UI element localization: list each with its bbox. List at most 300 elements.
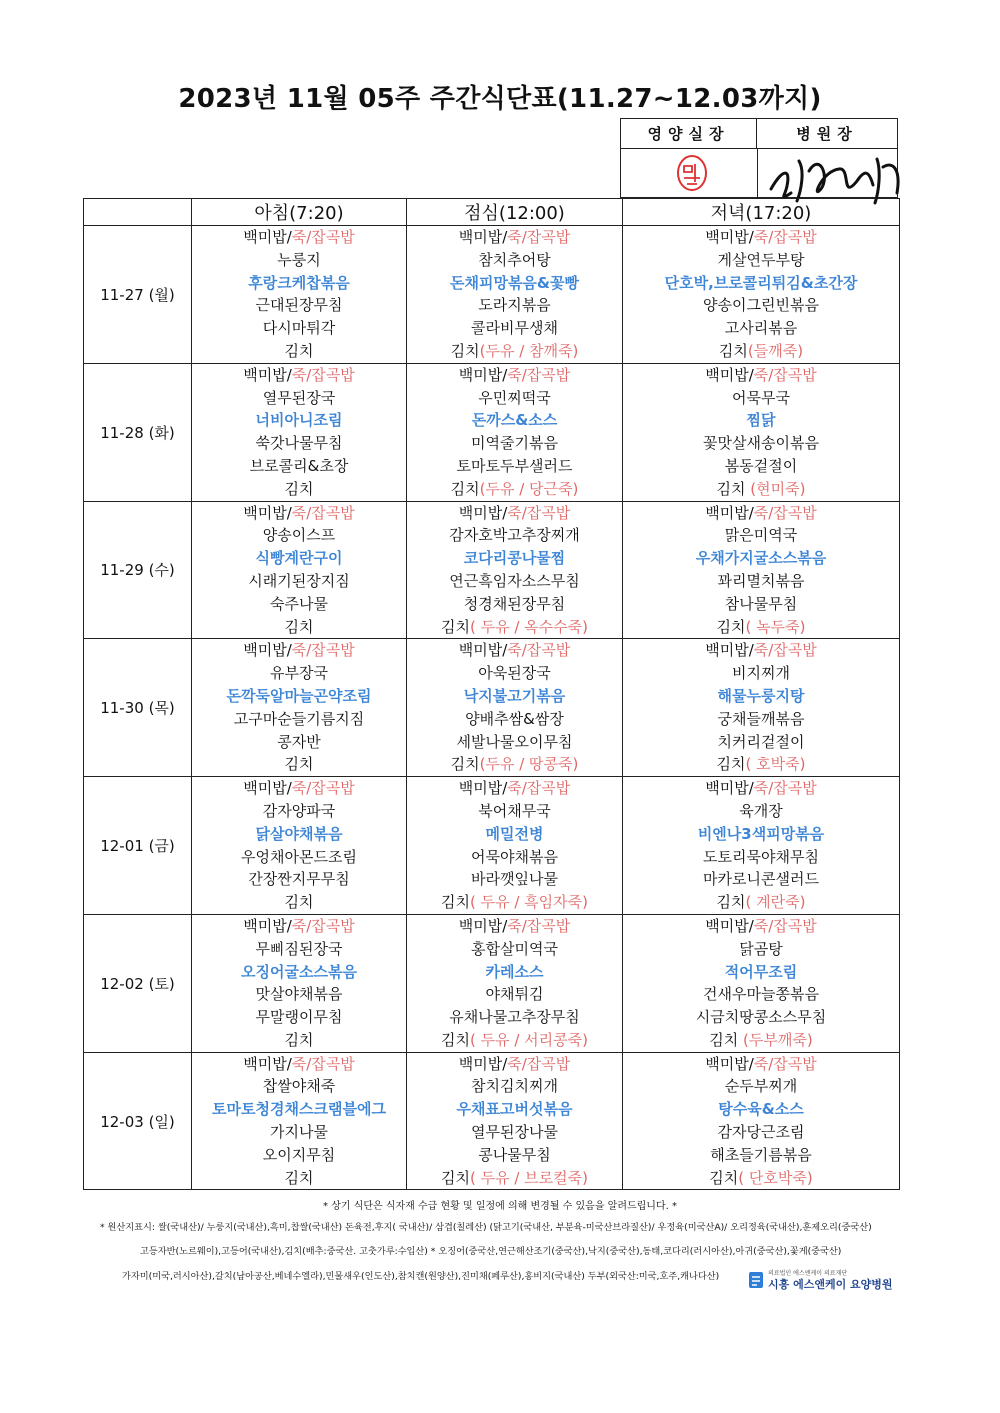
menu-item-text: 순두부찌개 <box>724 1077 798 1096</box>
menu-item-text: 근대된장무침 <box>255 296 343 315</box>
menu-item-porridge: (두유 / 당근죽) <box>479 479 579 498</box>
day-row <box>84 363 900 501</box>
menu-item-text: 김치 <box>709 1168 739 1187</box>
menu-item-porridge: 죽/잡곡밥 <box>753 365 817 384</box>
director-label: 병원장 <box>757 119 897 149</box>
menu-item <box>623 1098 899 1121</box>
menu-item-porridge: (두부깨죽) <box>743 1030 813 1049</box>
menu-item-text: 열무된장나물 <box>471 1123 558 1142</box>
menu-item-porridge: 죽/잡곡밥 <box>291 916 355 935</box>
menu-item <box>192 249 406 272</box>
menu-item-text: 누룽지 <box>277 250 321 269</box>
menu-item-text: 백미밥/ <box>705 228 754 246</box>
menu-item-text: 감자호박고추장찌개 <box>449 526 580 545</box>
menu-item-text: 봄동겉절이 <box>724 456 798 475</box>
menu-item-text: 고사리볶음 <box>724 319 798 338</box>
menu-item-text: 찜닭 <box>746 411 776 430</box>
menu-item <box>407 432 622 455</box>
menu-item-text: 도라지볶음 <box>478 296 551 315</box>
menu-item <box>623 294 899 317</box>
dinner-cell <box>623 639 900 777</box>
menu-item <box>407 915 622 938</box>
menu-item-text: 고구마순들기름지짐 <box>233 709 365 728</box>
menu-item <box>192 570 406 593</box>
menu-item-text: 시래기된장지짐 <box>248 571 350 590</box>
menu-item-porridge: 죽/잡곡밥 <box>291 779 355 798</box>
menu-item-text: 돈채피망볶음&꽃빵 <box>449 273 579 292</box>
menu-item <box>407 455 622 478</box>
logo-foundation: 의료법인 에스앤케이 의료재단 <box>768 1270 848 1277</box>
menu-item <box>407 662 622 685</box>
menu-item <box>623 846 899 869</box>
menu-item <box>192 938 406 961</box>
menu-item-text: 백미밥/ <box>705 365 754 384</box>
day-row <box>84 914 900 1052</box>
menu-item-text: 단호박,브로콜리튀김&초간장 <box>664 273 858 292</box>
menu-item <box>407 1121 622 1144</box>
menu-item-text: 찹쌀야채죽 <box>262 1077 336 1096</box>
lunch-cell <box>407 777 623 915</box>
menu-item-text: 우채표고버섯볶음 <box>456 1100 573 1119</box>
menu-item <box>407 317 622 340</box>
menu-item-porridge: 죽/잡곡밥 <box>753 641 817 660</box>
menu-item <box>192 915 406 938</box>
menu-item-porridge: ( 단호박죽) <box>738 1168 813 1187</box>
menu-item <box>623 364 899 387</box>
menu-item-text: 백미밥/ <box>458 365 508 384</box>
menu-item <box>192 272 406 295</box>
menu-item <box>192 524 406 547</box>
menu-item-porridge: (두유 / 참깨죽) <box>479 341 579 360</box>
menu-item <box>407 387 622 410</box>
header-breakfast: 아침(7:20) <box>192 199 407 226</box>
menu-item <box>192 891 406 914</box>
menu-item-text: 아욱된장국 <box>478 664 551 683</box>
menu-item <box>192 639 406 662</box>
menu-item-text: 해초들기름볶음 <box>710 1145 812 1164</box>
menu-item-text: 쑥갓나물무침 <box>255 434 343 453</box>
menu-item-text: 시금치땅콩소스무침 <box>695 1008 827 1027</box>
menu-item-porridge: 죽/잡곡밥 <box>291 1054 355 1073</box>
menu-item <box>192 364 406 387</box>
menu-item <box>623 639 899 662</box>
menu-item-porridge: ( 호박죽) <box>745 755 806 774</box>
menu-item <box>192 708 406 731</box>
menu-item-text: 김치 <box>441 1030 470 1049</box>
menu-item <box>192 1144 406 1167</box>
menu-item-text: 김치 <box>441 617 470 636</box>
menu-item-porridge: 죽/잡곡밥 <box>753 228 817 246</box>
menu-item-text: 낙지불고기볶음 <box>463 686 566 705</box>
menu-item <box>623 1144 899 1167</box>
menu-item-porridge: (두유 / 땅콩죽) <box>479 755 579 774</box>
menu-item <box>623 524 899 547</box>
menu-item <box>407 547 622 570</box>
menu-item-text: 홍합살미역국 <box>471 939 558 958</box>
breakfast-cell <box>192 226 407 364</box>
menu-item <box>192 1167 406 1190</box>
menu-item-porridge: 죽/잡곡밥 <box>507 916 571 935</box>
menu-item-text: 간장짠지무무침 <box>248 870 350 889</box>
menu-item <box>623 961 899 984</box>
menu-item-text: 북어채무국 <box>478 801 551 820</box>
menu-item-text: 연근흑임자소스무침 <box>449 571 580 590</box>
menu-item <box>192 478 406 501</box>
menu-item-text: 김치 <box>450 479 480 498</box>
menu-item <box>192 455 406 478</box>
menu-item <box>192 409 406 432</box>
day-date: 11-30 (목) <box>84 639 192 777</box>
menu-item-text: 김치 <box>284 1030 314 1049</box>
menu-item <box>192 432 406 455</box>
menu-item <box>623 593 899 616</box>
menu-item-porridge: ( 두유 / 서리콩죽) <box>469 1030 588 1049</box>
menu-item-text: 토마토청경채스크램블에그 <box>212 1100 386 1119</box>
menu-item-porridge: ( 녹두죽) <box>745 617 806 636</box>
page-title: 2023년 11월 05주 주간식단표(11.27~12.03까지) <box>178 84 822 114</box>
day-date: 12-02 (토) <box>84 914 192 1052</box>
menu-item-text: 후랑크케찹볶음 <box>248 273 350 292</box>
menu-item <box>623 478 899 501</box>
menu-item-text: 무삐짐된장국 <box>255 939 343 958</box>
menu-item <box>407 868 622 891</box>
menu-item-text: 코다리콩나물찜 <box>463 549 566 568</box>
day-row <box>84 639 900 777</box>
menu-item-text: 감자양파국 <box>262 801 336 820</box>
header-row <box>84 199 900 226</box>
menu-item-text: 김치 <box>716 755 746 774</box>
menu-item-text: 카레소스 <box>485 962 544 981</box>
seal-stamp-icon <box>675 154 709 192</box>
menu-item <box>407 961 622 984</box>
menu-item <box>623 616 899 639</box>
origin-line-3: 가자미(미국,러시아산),갈치(남아공산,베네수엘라),민물새우(인도산),참치캔(원양산),진미채(페루산),홍비지(국내산) 두부(외국산:미국,호주,캐나다산) <box>122 1271 720 1282</box>
menu-item <box>192 868 406 891</box>
menu-item-text: 꽈리멸치볶음 <box>717 571 805 590</box>
menu-item <box>623 409 899 432</box>
menu-item-text: 마카로니콘샐러드 <box>703 870 819 889</box>
breakfast-cell <box>192 777 407 915</box>
menu-item <box>407 294 622 317</box>
menu-item-text: 궁채들깨볶음 <box>717 709 805 728</box>
menu-item <box>407 1006 622 1029</box>
menu-item <box>623 249 899 272</box>
menu-item <box>623 800 899 823</box>
menu-item <box>192 1075 406 1098</box>
menu-item <box>623 1167 899 1190</box>
menu-item <box>192 547 406 570</box>
menu-item-text: 백미밥/ <box>243 365 292 384</box>
menu-item-text: 백미밥/ <box>243 503 292 522</box>
menu-item-text: 참치김치찌개 <box>471 1077 558 1096</box>
menu-item-porridge: 죽/잡곡밥 <box>753 916 817 935</box>
menu-item <box>623 983 899 1006</box>
menu-item <box>192 593 406 616</box>
menu-item-porridge: ( 계란죽) <box>745 893 806 912</box>
menu-item-text: 비지찌개 <box>732 664 790 683</box>
menu-item-text: 닭곰탕 <box>739 939 783 958</box>
menu-item <box>623 502 899 525</box>
menu-item <box>623 1121 899 1144</box>
menu-item <box>623 731 899 754</box>
menu-item-text: 미역줄기볶음 <box>471 434 558 453</box>
menu-item-text: 바라깻잎나물 <box>471 870 558 889</box>
menu-item <box>407 364 622 387</box>
menu-item-text: 열무된장국 <box>262 388 336 407</box>
menu-item-text: 김치 <box>284 1168 314 1187</box>
menu-item-text: 무말랭이무침 <box>255 1008 343 1027</box>
menu-item <box>407 846 622 869</box>
menu-item <box>407 731 622 754</box>
menu-item-text: 콜라비무생채 <box>471 319 558 338</box>
menu-item-text: 유부장국 <box>270 664 328 683</box>
menu-item-porridge: 죽/잡곡밥 <box>507 641 571 660</box>
menu-item <box>623 317 899 340</box>
menu-item <box>407 524 622 547</box>
header-lunch: 점심(12:00) <box>407 199 623 226</box>
menu-item-text: 김치 <box>441 893 470 912</box>
menu-item-text: 백미밥/ <box>705 641 754 660</box>
dinner-cell <box>623 914 900 1052</box>
menu-item <box>407 938 622 961</box>
dinner-cell <box>623 1052 900 1190</box>
menu-item <box>192 387 406 410</box>
menu-item-text: 닭살야채볶음 <box>255 824 343 843</box>
menu-item-text: 참치추어탕 <box>478 250 551 269</box>
menu-item <box>623 708 899 731</box>
menu-item <box>407 1029 622 1052</box>
menu-item <box>623 753 899 776</box>
menu-item <box>407 1098 622 1121</box>
menu-item <box>192 662 406 685</box>
menu-item <box>192 1029 406 1052</box>
menu-item <box>623 662 899 685</box>
lunch-cell <box>407 1052 623 1190</box>
menu-item-text: 도토리묵야채무침 <box>703 847 819 866</box>
menu-item-text: 오이지무침 <box>262 1145 336 1164</box>
menu-item-text: 토마토두부샐러드 <box>456 456 573 475</box>
origin-line-2: 고등자반(노르웨이),고등어(국내산),김치(배추:중국산. 고춧가루:수입산) * 오징어(중국산,연근해산조기(중국산),낙지(중국산),동태,코다리(러시아산),아귀(중국산),꽃게(중국산) <box>140 1246 842 1257</box>
breakfast-cell <box>192 501 407 639</box>
breakfast-cell <box>192 914 407 1052</box>
menu-item <box>623 1053 899 1076</box>
day-date: 12-03 (일) <box>84 1052 192 1190</box>
menu-item-text: 김치 <box>709 1030 744 1049</box>
menu-item <box>192 685 406 708</box>
menu-item-porridge: (들깨죽) <box>747 341 804 360</box>
menu-item <box>407 1167 622 1190</box>
menu-item <box>407 340 622 363</box>
menu-item-text: 백미밥/ <box>458 228 508 246</box>
menu-item-porridge: 죽/잡곡밥 <box>507 779 571 798</box>
menu-item-text: 유채나물고추장무침 <box>449 1008 580 1027</box>
menu-item-text: 맑은미역국 <box>724 526 798 545</box>
menu-item <box>407 616 622 639</box>
menu-item <box>192 616 406 639</box>
menu-item-text: 탕수육&소스 <box>718 1100 804 1119</box>
menu-item-text: 어묵무국 <box>732 388 790 407</box>
menu-item-text: 해물누룽지탕 <box>717 686 805 705</box>
lunch-cell <box>407 639 623 777</box>
menu-item <box>192 1121 406 1144</box>
menu-item-text: 양배추쌈&쌈장 <box>465 709 564 728</box>
menu-item-text: 건새우마늘쫑볶음 <box>703 985 819 1004</box>
menu-item <box>192 800 406 823</box>
menu-item-porridge: (현미죽) <box>750 479 806 498</box>
dinner-cell <box>623 226 900 364</box>
menu-item-porridge: ( 두유 / 브로컬죽) <box>469 1168 588 1187</box>
menu-item-text: 백미밥/ <box>458 916 508 935</box>
menu-item-text: 참나물무침 <box>724 594 798 613</box>
menu-item <box>623 226 899 249</box>
menu-item-text: 브로콜리&초장 <box>249 456 349 475</box>
menu-item-text: 백미밥/ <box>243 641 292 660</box>
menu-item <box>192 226 406 249</box>
menu-item-text: 가지나물 <box>270 1123 328 1142</box>
menu-item-text: 맛살야채볶음 <box>255 985 343 1004</box>
header-dinner: 저녁(17:20) <box>623 199 900 226</box>
menu-item-text: 게살연두부탕 <box>717 250 805 269</box>
menu-item-text: 백미밥/ <box>705 1054 754 1073</box>
menu-item <box>623 777 899 800</box>
menu-item <box>192 731 406 754</box>
menu-item-text: 백미밥/ <box>458 1054 508 1073</box>
menu-item-text: 어묵야채볶음 <box>471 847 558 866</box>
menu-item <box>407 1053 622 1076</box>
menu-item-text: 김치 <box>441 1168 470 1187</box>
menu-item-porridge: 죽/잡곡밥 <box>291 503 355 522</box>
menu-item-text: 김치 <box>716 479 751 498</box>
lunch-cell <box>407 501 623 639</box>
menu-item-porridge: 죽/잡곡밥 <box>291 365 355 384</box>
menu-item-text: 메밀전병 <box>485 824 544 843</box>
menu-item-text: 우엉채아몬드조림 <box>241 847 357 866</box>
logo-mark-icon <box>748 1270 764 1290</box>
menu-item <box>192 983 406 1006</box>
menu-item-text: 백미밥/ <box>705 503 754 522</box>
menu-item <box>407 983 622 1006</box>
menu-item-text: 김치 <box>718 341 748 360</box>
menu-item-text: 김치 <box>716 617 746 636</box>
menu-item <box>192 961 406 984</box>
menu-item <box>623 272 899 295</box>
menu-item <box>623 938 899 961</box>
menu-item-text: 김치 <box>716 893 746 912</box>
menu-item-text: 너비아니조림 <box>255 411 343 430</box>
menu-item-text: 백미밥/ <box>243 916 292 935</box>
menu-item-text: 김치 <box>284 755 314 774</box>
menu-item <box>407 777 622 800</box>
menu-item-text: 비엔나3색피망볶음 <box>697 824 825 843</box>
day-date: 11-27 (월) <box>84 226 192 364</box>
nutrition-label: 영양실장 <box>621 119 757 149</box>
menu-item <box>407 891 622 914</box>
menu-item-porridge: 죽/잡곡밥 <box>753 1054 817 1073</box>
day-row <box>84 1052 900 1190</box>
menu-item-text: 김치 <box>284 617 314 636</box>
weekly-menu-table <box>83 198 900 1190</box>
menu-item <box>623 340 899 363</box>
menu-item-text: 돈까스&소스 <box>471 411 558 430</box>
day-row <box>84 501 900 639</box>
menu-item <box>407 272 622 295</box>
breakfast-cell <box>192 363 407 501</box>
menu-item <box>407 823 622 846</box>
menu-item <box>623 570 899 593</box>
menu-item <box>623 1075 899 1098</box>
menu-item-porridge: 죽/잡곡밥 <box>753 779 817 798</box>
dinner-cell <box>623 363 900 501</box>
menu-item <box>407 639 622 662</box>
menu-item-text: 백미밥/ <box>243 228 292 246</box>
change-notice: * 상기 식단은 식자재 수급 현황 및 일정에 의해 변경될 수 있음을 알려드립니다. * <box>323 1201 677 1212</box>
day-row <box>84 226 900 364</box>
menu-item-porridge: 죽/잡곡밥 <box>291 228 355 246</box>
menu-item <box>192 340 406 363</box>
menu-item <box>407 708 622 731</box>
menu-item-text: 적어무조림 <box>724 962 798 981</box>
breakfast-cell <box>192 639 407 777</box>
hospital-logo <box>748 1268 893 1294</box>
dinner-cell <box>623 501 900 639</box>
menu-item-text: 오징어굴소스볶음 <box>241 962 357 981</box>
menu-item <box>407 226 622 249</box>
menu-item-text: 돈깍둑알마늘곤약조림 <box>226 686 372 705</box>
menu-item <box>407 800 622 823</box>
menu-item <box>407 593 622 616</box>
menu-item <box>623 915 899 938</box>
menu-item <box>623 1029 899 1052</box>
menu-item <box>192 753 406 776</box>
menu-item <box>623 387 899 410</box>
menu-item-text: 김치 <box>284 479 314 498</box>
menu-item <box>407 502 622 525</box>
menu-item <box>623 455 899 478</box>
menu-item-text: 양송이스프 <box>262 526 336 545</box>
menu-item-text: 백미밥/ <box>705 916 754 935</box>
menu-item <box>623 891 899 914</box>
menu-item <box>623 685 899 708</box>
menu-item-text: 우채가지굴소스볶음 <box>695 549 827 568</box>
menu-item-text: 백미밥/ <box>243 1054 292 1073</box>
lunch-cell <box>407 226 623 364</box>
menu-item-text: 백미밥/ <box>458 779 508 798</box>
menu-item <box>407 478 622 501</box>
menu-item <box>407 753 622 776</box>
menu-item <box>407 1075 622 1098</box>
menu-item <box>407 409 622 432</box>
menu-item-porridge: 죽/잡곡밥 <box>507 365 571 384</box>
day-date: 12-01 (금) <box>84 777 192 915</box>
menu-item-text: 치커리겉절이 <box>717 732 805 751</box>
dinner-cell <box>623 777 900 915</box>
day-date: 11-28 (화) <box>84 363 192 501</box>
lunch-cell <box>407 363 623 501</box>
menu-item <box>192 502 406 525</box>
menu-item <box>407 249 622 272</box>
lunch-cell <box>407 914 623 1052</box>
menu-item-text: 백미밥/ <box>243 779 292 798</box>
menu-item <box>192 294 406 317</box>
menu-item-text: 백미밥/ <box>458 641 508 660</box>
menu-item-porridge: 죽/잡곡밥 <box>291 641 355 660</box>
menu-item <box>623 868 899 891</box>
menu-item-porridge: 죽/잡곡밥 <box>753 503 817 522</box>
menu-item-text: 백미밥/ <box>705 779 754 798</box>
day-date: 11-29 (수) <box>84 501 192 639</box>
menu-item-text: 숙주나물 <box>270 594 328 613</box>
menu-item <box>623 823 899 846</box>
